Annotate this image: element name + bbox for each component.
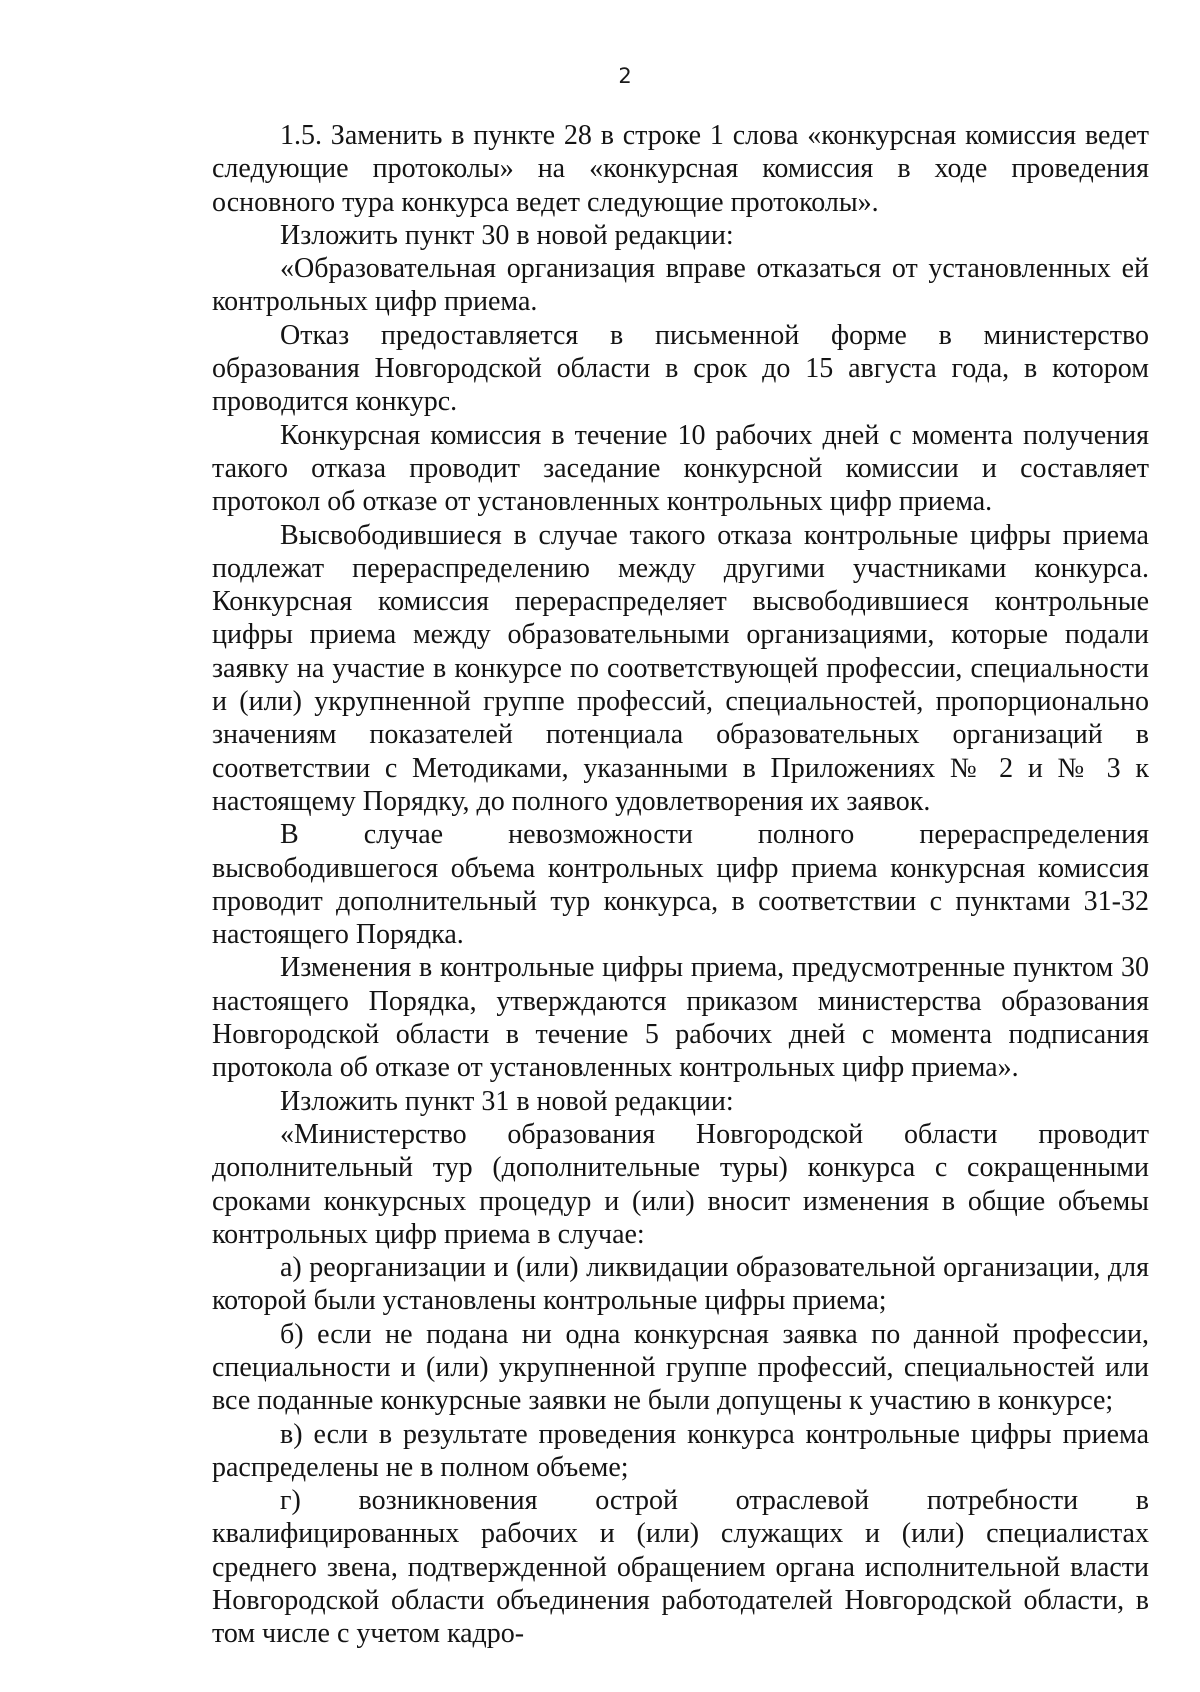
list-item-b: б) если не подана ни одна конкурсная заявка по данной профессии, специальности и (или) укрупненной группе профессий, специальностей или все поданные конкурсные заявки не были допущены к участию в конкурсе; [212, 1318, 1149, 1417]
paragraph-refusal-right: «Образовательная организация вправе отказаться от установленных ей контрольных цифр приема. [212, 253, 1149, 318]
paragraph-point-30-heading: Изложить пункт 30 в новой редакции: [280, 219, 734, 251]
paragraph-point-31-heading: Изложить пункт 31 в новой редакции: [280, 1085, 734, 1117]
paragraph-additional-round: В случае невозможности полного перераспределения высвободившегося объема контрольных цифр приема конкурсная комиссия проводит дополнительный тур конкурса, в соответствии с пунктами 31-32 настоящего Порядка. [212, 819, 1149, 951]
paragraph-redistribution: Высвободившиеся в случае такого отказа контрольные цифры приема подлежат перераспределению между другими участниками конкурса. Конкурсная комиссия перераспределяет высвободившиеся контрольные цифры приема между образовательными организациями, которые подали заявку на участие в конкурсе по соответствующей профессии, специальности и (или) укрупненной группе профессий, специальностей, пропорционально значениям показателей потенциала образовательных организаций в соответствии с Методиками, указанными в Приложениях № 2 и № 3 к настоящему Порядку, до полного удовлетворения их заявок. [212, 519, 1149, 817]
paragraph-refusal-deadline: Отказ предоставляется в письменной форме в министерство образования Новгородской области в срок до 15 августа года, в котором проводится конкурс. [212, 319, 1149, 418]
paragraph-changes-approval: Изменения в контрольные цифры приема, предусмотренные пунктом 30 настоящего Порядка, утверждаются приказом министерства образования Новгородской области в течение 5 рабочих дней с момента подписания протокола об отказе от установленных контрольных цифр приема». [212, 952, 1149, 1084]
paragraph-1-5-replace-words: 1.5. Заменить в пункте 28 в строке 1 слова «конкурсная комиссия ведет следующие протоколы» на «конкурсная комиссия в ходе проведения основного тура конкурса ведет следующие протоколы». [212, 120, 1149, 218]
list-item-a: а) реорганизации и (или) ликвидации образовательной организации, для которой были установлены контрольные цифры приема; [212, 1252, 1149, 1317]
list-item-v: в) если в результате проведения конкурса контрольные цифры приема распределены не в полном объеме; [212, 1418, 1149, 1483]
page-number: 2 [618, 64, 632, 88]
paragraph-ministry-additional-round: «Министерство образования Новгородской области проводит дополнительный тур (дополнительные туры) конкурса с сокращенными сроками конкурсных процедур и (или) вносит изменения в общие объемы контрольных цифр приема в случае: [212, 1118, 1149, 1250]
paragraph-commission-meeting: Конкурсная комиссия в течение 10 рабочих дней с момента получения такого отказа проводит заседание конкурсной комиссии и составляет протокол об отказе от установленных контрольных цифр приема. [212, 419, 1149, 518]
document-body [212, 119, 1149, 1651]
list-item-g: г) возникновения острой отраслевой потребности в квалифицированных рабочих и (или) служащих и (или) специалистах среднего звена, подтвержденной обращением органа исполнительной власти Новгородской области объединения работодателей Новгородской области, в том числе с учетом кадро- [212, 1485, 1149, 1650]
